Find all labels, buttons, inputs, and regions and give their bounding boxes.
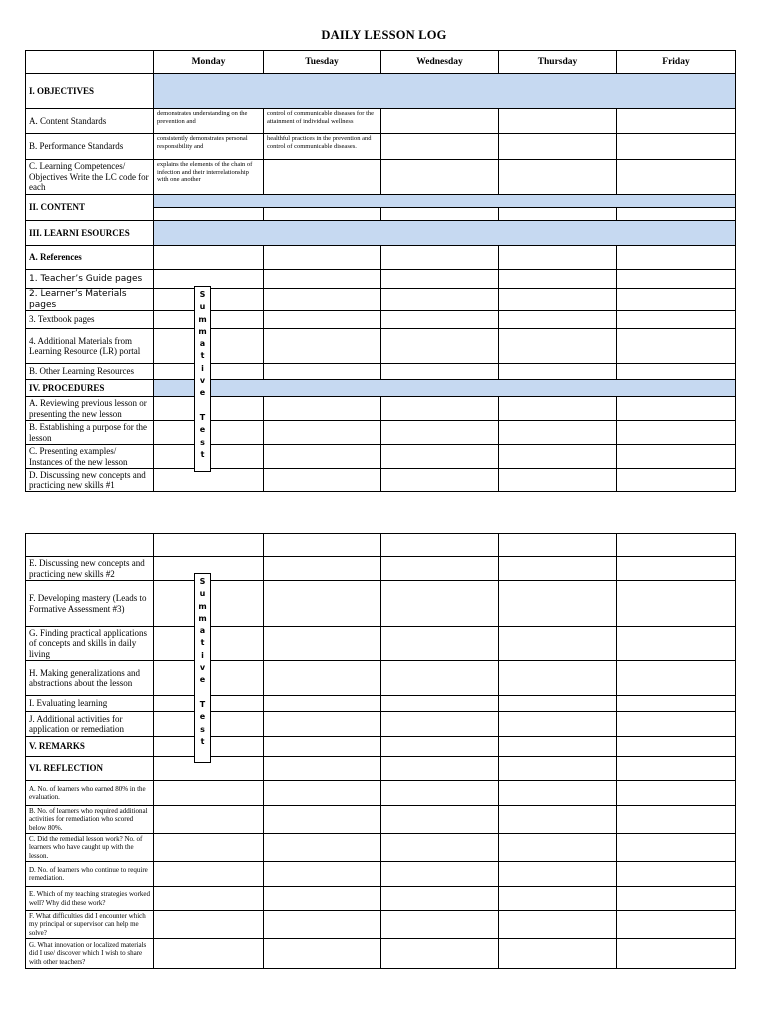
blank-cell-1 xyxy=(26,534,154,557)
header-tuesday: Tuesday xyxy=(264,51,381,74)
teachers-guide-friday[interactable] xyxy=(617,270,736,289)
objectives-band xyxy=(154,74,736,109)
proc-b-tuesday[interactable] xyxy=(264,421,381,445)
textbook-wednesday[interactable] xyxy=(381,311,499,329)
ref-e-tuesday[interactable] xyxy=(264,887,381,911)
proc-e-tuesday[interactable] xyxy=(264,557,381,581)
proc-c-row xyxy=(26,445,736,469)
ref-a-label: A. No. of learners who earned 80% in the evaluation. xyxy=(26,781,154,806)
summative-test-box-1 xyxy=(194,286,211,472)
ref-g-monday[interactable] xyxy=(154,939,264,969)
ref-f-label: F. What difficulties did I encounter which my principal or supervisor can help me solve? xyxy=(26,911,154,939)
proc-a-wednesday[interactable] xyxy=(381,397,499,421)
reflection-label: VI. REFLECTION xyxy=(26,757,154,781)
summative-letter: t xyxy=(200,351,205,361)
ref-c-row xyxy=(26,834,736,862)
proc-f-label: F. Developing mastery (Leads to Formative Assessment #3) xyxy=(26,581,154,627)
performance-standards-tuesday[interactable]: healthful practices in the prevention and control of communicable diseases. xyxy=(264,134,381,160)
blank-cell-4 xyxy=(381,534,499,557)
summative-letter: T xyxy=(199,699,206,709)
objectives-row xyxy=(26,74,736,109)
performance-standards-label: B. Performance Standards xyxy=(26,134,154,160)
ref-e-row xyxy=(26,887,736,911)
summative-letter: m xyxy=(198,613,207,623)
learners-materials-row xyxy=(26,289,736,311)
content-standards-row xyxy=(26,109,736,134)
proc-e-label: E. Discussing new concepts and practicing new skills #2 xyxy=(26,557,154,581)
summative-letter xyxy=(201,400,204,412)
ref-a-tuesday[interactable] xyxy=(264,781,381,806)
blank-cell-3 xyxy=(264,534,381,557)
ref-e-monday[interactable] xyxy=(154,887,264,911)
other-resources-wednesday[interactable] xyxy=(381,364,499,380)
references-monday[interactable] xyxy=(154,246,264,270)
lesson-log-table-1 xyxy=(25,50,736,492)
proc-d-thursday[interactable] xyxy=(499,469,617,492)
learners-materials-label: 2. Learner’s Materials pages xyxy=(26,289,154,311)
ref-c-friday[interactable] xyxy=(617,834,736,862)
proc-j-thursday[interactable] xyxy=(499,712,617,737)
header-wednesday: Wednesday xyxy=(381,51,499,74)
ref-c-tuesday[interactable] xyxy=(264,834,381,862)
ref-c-label: C. Did the remedial lesson work? No. of learners who have caught up with the lesson. xyxy=(26,834,154,862)
blank-cell-5 xyxy=(499,534,617,557)
proc-c-friday[interactable] xyxy=(617,445,736,469)
additional-materials-wednesday[interactable] xyxy=(381,329,499,364)
summative-letter: T xyxy=(199,412,206,422)
proc-a-label: A. Reviewing previous lesson or presenting the new lesson xyxy=(26,397,154,421)
content-standards-label: A. Content Standards xyxy=(26,109,154,134)
blank-cell-2 xyxy=(154,534,264,557)
ref-f-row xyxy=(26,911,736,939)
ref-a-monday[interactable] xyxy=(154,781,264,806)
summative-letter: v xyxy=(199,376,206,386)
references-wednesday[interactable] xyxy=(381,246,499,270)
additional-materials-row xyxy=(26,329,736,364)
competences-label: C. Learning Competences/ Objectives Write the LC code for each xyxy=(26,160,154,195)
ref-g-wednesday[interactable] xyxy=(381,939,499,969)
learning-resources-band xyxy=(154,221,736,246)
proc-c-wednesday[interactable] xyxy=(381,445,499,469)
proc-f-wednesday[interactable] xyxy=(381,581,499,627)
teachers-guide-wednesday[interactable] xyxy=(381,270,499,289)
lesson-log-table-2 xyxy=(25,533,736,969)
ref-e-wednesday[interactable] xyxy=(381,887,499,911)
proc-e-thursday[interactable] xyxy=(499,557,617,581)
ref-f-thursday[interactable] xyxy=(499,911,617,939)
competences-friday[interactable] xyxy=(617,160,736,195)
performance-standards-row xyxy=(26,134,736,160)
summative-letter: m xyxy=(198,326,207,336)
proc-g-thursday[interactable] xyxy=(499,627,617,661)
summative-letter: i xyxy=(201,650,204,660)
procedures-band xyxy=(154,380,736,397)
proc-d-tuesday[interactable] xyxy=(264,469,381,492)
proc-d-row xyxy=(26,469,736,492)
proc-g-friday[interactable] xyxy=(617,627,736,661)
textbook-tuesday[interactable] xyxy=(264,311,381,329)
textbook-label: 3. Textbook pages xyxy=(26,311,154,329)
content-wednesday[interactable] xyxy=(381,208,499,221)
summative-letter: i xyxy=(201,363,204,373)
proc-a-thursday[interactable] xyxy=(499,397,617,421)
ref-a-friday[interactable] xyxy=(617,781,736,806)
teachers-guide-thursday[interactable] xyxy=(499,270,617,289)
header-monday: Monday xyxy=(154,51,264,74)
proc-b-label: B. Establishing a purpose for the lesson xyxy=(26,421,154,445)
content-friday[interactable] xyxy=(617,208,736,221)
references-thursday[interactable] xyxy=(499,246,617,270)
summative-letter: m xyxy=(198,601,207,611)
ref-a-thursday[interactable] xyxy=(499,781,617,806)
summative-letter: e xyxy=(199,388,206,398)
additional-materials-friday[interactable] xyxy=(617,329,736,364)
proc-a-row xyxy=(26,397,736,421)
references-tuesday[interactable] xyxy=(264,246,381,270)
proc-j-label: J. Additional activities for application or remediation xyxy=(26,712,154,737)
proc-i-thursday[interactable] xyxy=(499,696,617,712)
content-tuesday[interactable] xyxy=(264,208,381,221)
proc-e-row xyxy=(26,557,736,581)
summative-letter: S xyxy=(199,290,206,299)
remarks-label: V. REMARKS xyxy=(26,737,154,757)
ref-b-wednesday[interactable] xyxy=(381,806,499,834)
summative-letter: t xyxy=(200,736,205,746)
header-row xyxy=(26,51,736,74)
reflection-row xyxy=(26,757,736,781)
proc-b-thursday[interactable] xyxy=(499,421,617,445)
competences-tuesday[interactable] xyxy=(264,160,381,195)
learning-resources-row xyxy=(26,221,736,246)
ref-a-row xyxy=(26,781,736,806)
content-standards-wednesday[interactable] xyxy=(381,109,499,134)
teachers-guide-tuesday[interactable] xyxy=(264,270,381,289)
proc-f-tuesday[interactable] xyxy=(264,581,381,627)
proc-d-wednesday[interactable] xyxy=(381,469,499,492)
summative-letter: v xyxy=(199,663,206,673)
references-row xyxy=(26,246,736,270)
textbook-friday[interactable] xyxy=(617,311,736,329)
proc-d-label: D. Discussing new concepts and practicing new skills #1 xyxy=(26,469,154,492)
textbook-thursday[interactable] xyxy=(499,311,617,329)
proc-b-friday[interactable] xyxy=(617,421,736,445)
objectives-label: I. OBJECTIVES xyxy=(26,74,154,109)
summative-letter: a xyxy=(199,626,206,636)
ref-d-row xyxy=(26,862,736,887)
proc-i-row xyxy=(26,696,736,712)
summative-letter: e xyxy=(199,675,206,685)
learners-materials-friday[interactable] xyxy=(617,289,736,311)
other-resources-label: B. Other Learning Resources xyxy=(26,364,154,380)
proc-h-thursday[interactable] xyxy=(499,661,617,696)
proc-b-row xyxy=(26,421,736,445)
ref-e-label: E. Which of my teaching strategies worked well? Why did these work? xyxy=(26,887,154,911)
remarks-wednesday[interactable] xyxy=(381,737,499,757)
content-row-top xyxy=(26,195,736,208)
proc-f-row xyxy=(26,581,736,627)
proc-h-wednesday[interactable] xyxy=(381,661,499,696)
proc-i-tuesday[interactable] xyxy=(264,696,381,712)
reflection-tuesday[interactable] xyxy=(264,757,381,781)
references-label: A. References xyxy=(26,246,154,270)
ref-e-friday[interactable] xyxy=(617,887,736,911)
textbook-row xyxy=(26,311,736,329)
additional-materials-thursday[interactable] xyxy=(499,329,617,364)
proc-i-friday[interactable] xyxy=(617,696,736,712)
proc-i-label: I. Evaluating learning xyxy=(26,696,154,712)
summative-letter: a xyxy=(199,339,206,349)
ref-b-tuesday[interactable] xyxy=(264,806,381,834)
summative-letter: u xyxy=(199,302,206,312)
proc-c-tuesday[interactable] xyxy=(264,445,381,469)
proc-e-wednesday[interactable] xyxy=(381,557,499,581)
header-friday: Friday xyxy=(617,51,736,74)
learning-resources-label: III. LEARNI ESOURCES xyxy=(26,221,154,246)
competences-row xyxy=(26,160,736,195)
reflection-friday[interactable] xyxy=(617,757,736,781)
proc-h-label: H. Making generalizations and abstractions about the lesson xyxy=(26,661,154,696)
remarks-thursday[interactable] xyxy=(499,737,617,757)
content-label: II. CONTENT xyxy=(26,195,154,221)
references-friday[interactable] xyxy=(617,246,736,270)
summative-letter: e xyxy=(199,712,206,722)
proc-d-friday[interactable] xyxy=(617,469,736,492)
summative-letter: e xyxy=(199,425,206,435)
ref-b-label: B. No. of learners who required additional activities for remediation who scored below 80%. xyxy=(26,806,154,834)
performance-standards-thursday[interactable] xyxy=(499,134,617,160)
content-standards-monday[interactable]: demonstrates understanding on the prevention and xyxy=(154,109,264,134)
procedures-row xyxy=(26,380,736,397)
content-standards-friday[interactable] xyxy=(617,109,736,134)
competences-thursday[interactable] xyxy=(499,160,617,195)
additional-materials-label: 4. Additional Materials from Learning Resource (LR) portal xyxy=(26,329,154,364)
blank-cell-6 xyxy=(617,534,736,557)
proc-j-row xyxy=(26,712,736,737)
ref-c-monday[interactable] xyxy=(154,834,264,862)
proc-f-thursday[interactable] xyxy=(499,581,617,627)
content-standards-tuesday[interactable]: control of communicable diseases for the attainment of individual wellness xyxy=(264,109,381,134)
proc-h-row xyxy=(26,661,736,696)
ref-a-wednesday[interactable] xyxy=(381,781,499,806)
reflection-wednesday[interactable] xyxy=(381,757,499,781)
proc-h-friday[interactable] xyxy=(617,661,736,696)
ref-b-row xyxy=(26,806,736,834)
proc-h-tuesday[interactable] xyxy=(264,661,381,696)
ref-b-friday[interactable] xyxy=(617,806,736,834)
teachers-guide-label: 1. Teacher’s Guide pages xyxy=(26,270,154,289)
other-resources-row xyxy=(26,364,736,380)
competences-wednesday[interactable] xyxy=(381,160,499,195)
summative-letter: s xyxy=(200,437,205,447)
content-monday[interactable] xyxy=(154,208,264,221)
learners-materials-tuesday[interactable] xyxy=(264,289,381,311)
ref-d-friday[interactable] xyxy=(617,862,736,887)
proc-i-wednesday[interactable] xyxy=(381,696,499,712)
performance-standards-wednesday[interactable] xyxy=(381,134,499,160)
content-band xyxy=(154,195,736,208)
blank-header-row xyxy=(26,534,736,557)
proc-b-wednesday[interactable] xyxy=(381,421,499,445)
proc-j-wednesday[interactable] xyxy=(381,712,499,737)
ref-f-monday[interactable] xyxy=(154,911,264,939)
page-title: DAILY LESSON LOG xyxy=(321,28,447,42)
ref-g-label: G. What innovation or localized materials did I use/ discover which I wish to share with other teachers? xyxy=(26,939,154,969)
ref-f-tuesday[interactable] xyxy=(264,911,381,939)
other-resources-thursday[interactable] xyxy=(499,364,617,380)
remarks-row xyxy=(26,737,736,757)
proc-g-wednesday[interactable] xyxy=(381,627,499,661)
performance-standards-friday[interactable] xyxy=(617,134,736,160)
proc-f-friday[interactable] xyxy=(617,581,736,627)
other-resources-tuesday[interactable] xyxy=(264,364,381,380)
proc-e-friday[interactable] xyxy=(617,557,736,581)
remarks-friday[interactable] xyxy=(617,737,736,757)
ref-g-friday[interactable] xyxy=(617,939,736,969)
content-standards-thursday[interactable] xyxy=(499,109,617,134)
ref-c-thursday[interactable] xyxy=(499,834,617,862)
proc-c-thursday[interactable] xyxy=(499,445,617,469)
summative-letter: u xyxy=(199,589,206,599)
remarks-tuesday[interactable] xyxy=(264,737,381,757)
ref-g-row xyxy=(26,939,736,969)
ref-c-wednesday[interactable] xyxy=(381,834,499,862)
ref-d-tuesday[interactable] xyxy=(264,862,381,887)
ref-e-thursday[interactable] xyxy=(499,887,617,911)
competences-monday[interactable]: explains the elements of the chain of infection and their interrelationship with one another xyxy=(154,160,264,195)
ref-d-monday[interactable] xyxy=(154,862,264,887)
ref-g-thursday[interactable] xyxy=(499,939,617,969)
proc-g-label: G. Finding practical applications of concepts and skills in daily living xyxy=(26,627,154,661)
additional-materials-tuesday[interactable] xyxy=(264,329,381,364)
content-thursday[interactable] xyxy=(499,208,617,221)
proc-c-label: C. Presenting examples/ Instances of the new lesson xyxy=(26,445,154,469)
proc-j-tuesday[interactable] xyxy=(264,712,381,737)
ref-b-thursday[interactable] xyxy=(499,806,617,834)
proc-g-tuesday[interactable] xyxy=(264,627,381,661)
ref-d-label: D. No. of learners who continue to require remediation. xyxy=(26,862,154,887)
ref-f-wednesday[interactable] xyxy=(381,911,499,939)
proc-a-tuesday[interactable] xyxy=(264,397,381,421)
other-resources-friday[interactable] xyxy=(617,364,736,380)
performance-standards-monday[interactable]: consistently demonstrates personal responsibility and xyxy=(154,134,264,160)
proc-j-friday[interactable] xyxy=(617,712,736,737)
summative-letter: t xyxy=(200,638,205,648)
reflection-thursday[interactable] xyxy=(499,757,617,781)
ref-d-wednesday[interactable] xyxy=(381,862,499,887)
summative-letter: s xyxy=(200,724,205,734)
procedures-label: IV. PROCEDURES xyxy=(26,380,154,397)
ref-f-friday[interactable] xyxy=(617,911,736,939)
ref-b-monday[interactable] xyxy=(154,806,264,834)
learners-materials-thursday[interactable] xyxy=(499,289,617,311)
summative-letter xyxy=(201,687,204,699)
summative-letter: m xyxy=(198,314,207,324)
summative-letter: S xyxy=(199,577,206,586)
proc-g-row xyxy=(26,627,736,661)
ref-d-thursday[interactable] xyxy=(499,862,617,887)
summative-test-box-2 xyxy=(194,573,211,763)
header-thursday: Thursday xyxy=(499,51,617,74)
learners-materials-wednesday[interactable] xyxy=(381,289,499,311)
summative-letter: t xyxy=(200,449,205,459)
ref-g-tuesday[interactable] xyxy=(264,939,381,969)
header-corner xyxy=(26,51,154,74)
teachers-guide-row xyxy=(26,270,736,289)
proc-a-friday[interactable] xyxy=(617,397,736,421)
